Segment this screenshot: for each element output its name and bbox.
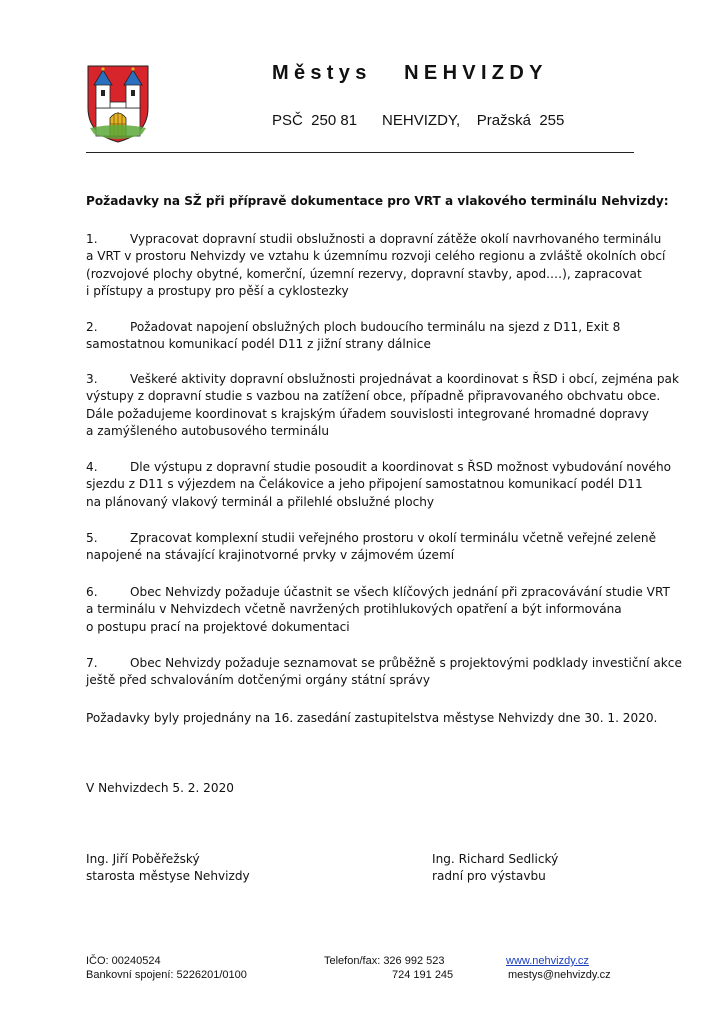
requirement-text: a zamýšleného autobusového terminálu (86, 423, 330, 438)
requirement-line (86, 584, 670, 601)
requirement-text: o postupu prací na projektové dokumentaci (86, 619, 350, 634)
footer-email: mestys@nehvizdy.cz (508, 969, 611, 981)
document-heading: Požadavky na SŽ při přípravě dokumentace pro VRT a vlakového terminálu Nehvizdy: (86, 194, 669, 208)
requirement-text: Požadovat napojení obslužných ploch budoucího terminálu na sjezd z D11, Exit 8 (130, 320, 621, 334)
requirement-item (86, 319, 666, 354)
requirement-line (86, 319, 666, 336)
requirement-line (86, 266, 666, 283)
signatory-role: radní pro výstavbu (432, 869, 546, 884)
requirement-number: 6. (86, 585, 98, 599)
footer-bank: Bankovní spojení: 5226201/0100 (86, 969, 247, 981)
requirement-line (86, 459, 672, 476)
requirement-text: samostatnou komunikací podél D11 z jižní strany dálnice (86, 337, 431, 352)
requirement-text: Zpracovat komplexní studii veřejného prostoru v okolí terminálu včetně veřejné zeleně (130, 531, 657, 545)
requirement-item (86, 584, 670, 636)
requirement-text: ještě před schvalováním dotčenými orgány státní správy (86, 673, 430, 688)
requirement-number: 3. (86, 372, 98, 386)
requirement-text: Veškeré aktivity dopravní obslužnosti projednávat a koordinovat s ŘSD i obcí, zejména pak (130, 372, 679, 386)
requirement-text: Obec Nehvizdy požaduje účastnit se všech klíčových jednání při zpracovávání studie VRT (130, 585, 670, 599)
requirement-number: 1. (86, 232, 98, 246)
requirement-text: a terminálu v Nehvizdech včetně navržených protihlukových opatření a být informována (86, 602, 622, 617)
municipality-title: Městys NEHVIZDY (272, 62, 548, 84)
requirement-number: 7. (86, 656, 98, 670)
requirement-line (86, 248, 666, 265)
requirement-line (86, 672, 666, 689)
requirement-line (86, 601, 666, 618)
requirement-line (86, 388, 666, 405)
header-divider (86, 152, 634, 153)
requirement-text: a VRT v prostoru Nehvizdy ve vztahu k územnímu rozvoji celého regionu a zvláště okolních obcí (86, 249, 666, 264)
requirement-line (86, 655, 682, 672)
place-and-date: V Nehvizdech 5. 2. 2020 (86, 781, 234, 795)
requirement-text: Vypracovat dopravní studii obslužnosti a dopravní zátěže okolí navrhovaného terminálu (130, 232, 662, 246)
signatory-name: Ing. Jiří Poběřežský (86, 852, 200, 866)
requirement-text: sjezdu z D11 s výjezdem na Čelákovice a jeho připojení samostatnou komunikací podél D11 (86, 477, 643, 492)
requirement-line (86, 619, 666, 636)
requirement-line (86, 371, 679, 388)
requirement-line (86, 283, 666, 300)
requirement-text: Dále požadujeme koordinovat s krajským úřadem souvislosti integrované hromadné dopravy (86, 406, 649, 421)
requirement-item (86, 231, 666, 300)
requirement-number: 2. (86, 320, 98, 334)
requirement-line (86, 423, 666, 440)
requirement-line (86, 231, 666, 248)
signatory-role: starosta městyse Nehvizdy (86, 869, 250, 884)
requirement-line (86, 547, 666, 564)
footer-phone: Telefon/fax: 326 992 523 (324, 955, 445, 967)
requirement-line (86, 494, 666, 511)
requirement-line (86, 406, 666, 423)
footer-phone-2: 724 191 245 (392, 969, 454, 981)
requirement-line (86, 476, 666, 493)
coat-of-arms-logo (86, 64, 150, 144)
requirement-line (86, 336, 666, 353)
requirement-item (86, 655, 682, 690)
requirement-text: na plánovaný vlakový terminál a přilehlé obslužné plochy (86, 494, 435, 509)
requirement-text: výstupy z dopravní studie s vazbou na zatížení obce, případně připravovaného obchvatu obce. (86, 389, 661, 404)
requirement-item (86, 371, 679, 440)
footer-ico: IČO: 00240524 (86, 955, 161, 967)
requirement-number: 4. (86, 460, 98, 474)
requirement-text: (rozvojové plochy obytné, komerční, územní rezervy, dopravní stavby, apod.…), zapracovat (86, 266, 642, 281)
requirement-text: napojené na stávající krajinotvorné prvky v zájmovém území (86, 548, 455, 563)
signatory-left (86, 851, 250, 886)
signatory-name: Ing. Richard Sedlický (432, 852, 559, 866)
signatory-right (432, 851, 558, 886)
requirement-text: Dle výstupu z dopravní studie posoudit a koordinovat s ŘSD možnost vybudování nového (130, 460, 672, 474)
approval-note: Požadavky byly projednány na 16. zasedání zastupitelstva městyse Nehvizdy dne 30. 1. 2020. (86, 711, 658, 725)
requirement-text: Obec Nehvizdy požaduje seznamovat se průběžně s projektovými podklady investiční akce (130, 656, 682, 670)
requirement-item (86, 530, 666, 565)
requirement-line (86, 530, 666, 547)
requirement-number: 5. (86, 531, 98, 545)
requirement-item (86, 459, 672, 511)
requirement-text: i přístupy a prostupy pro pěší a cyklostezky (86, 283, 349, 298)
footer-web-link[interactable]: www.nehvizdy.cz (506, 955, 589, 967)
municipality-address: PSČ 250 81 NEHVIZDY, Pražská 255 (272, 112, 565, 129)
